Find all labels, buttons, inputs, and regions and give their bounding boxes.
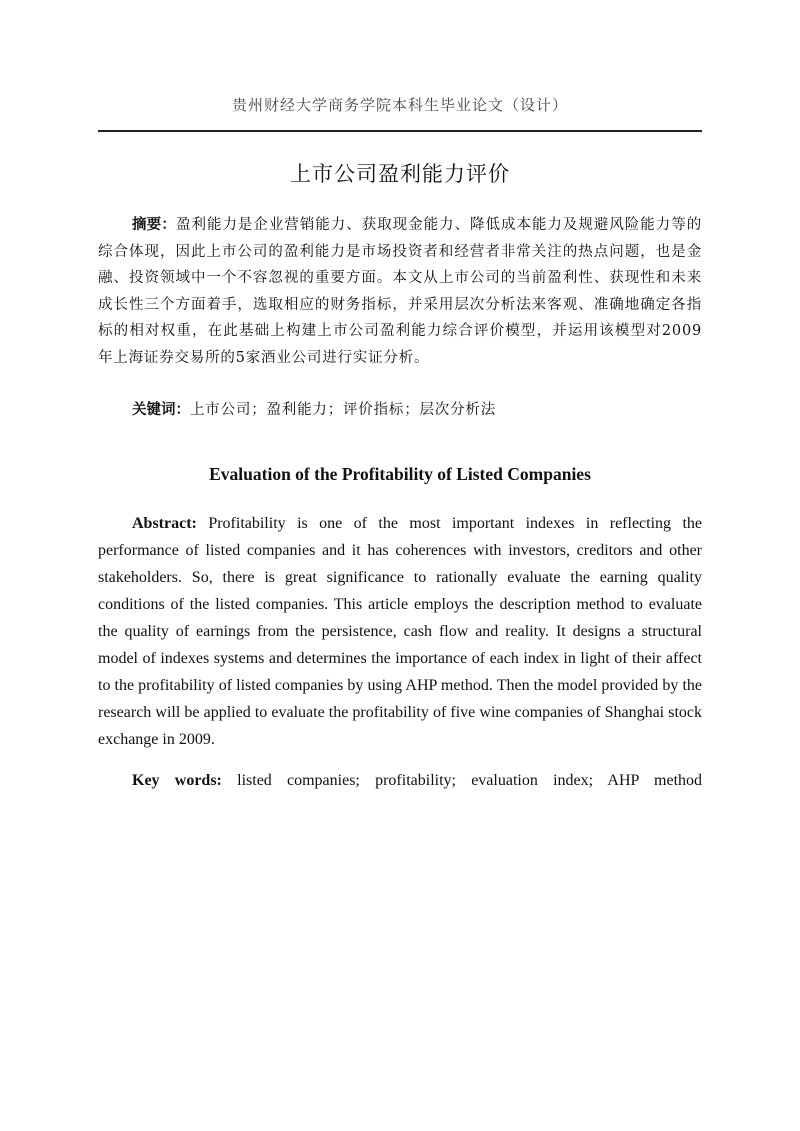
english-title: Evaluation of the Profitability of Listed Companies [209, 464, 591, 484]
english-keywords [132, 772, 702, 790]
chinese-keywords-text: 上市公司；盈利能力；评价指标；层次分析法 [190, 402, 496, 418]
chinese-abstract-text: 盈利能力是企业营销能力、获取现金能力、降低成本能力及规避风险能力等的综合体现，因此上市公司的盈利能力是市场投资者和经营者非常关注的热点问题，也是金融、投资领域中一个不容忽视的重要方面。本文从上市公司的当前盈利性、获现性和未来成长性三个方面着手，选取相应的财务指标，并采用层次分析法来客观、准确地确定各指标的相对权重，在此基础上构建上市公司盈利能力综合评价模型，并运用该模型对2009年上海证券交易所的5家酒业公司进行实证分析。 [98, 217, 702, 366]
chinese-title: 上市公司盈利能力评价 [290, 162, 510, 186]
chinese-keywords-label: 关键词： [132, 402, 190, 418]
chinese-keywords [132, 398, 702, 419]
header-rule [98, 130, 702, 132]
english-abstract-label: Abstract: [132, 515, 197, 532]
english-keywords-label: Key words: [132, 772, 222, 789]
chinese-abstract-label: 摘要： [132, 217, 177, 233]
english-abstract [98, 510, 702, 753]
english-keywords-text: listed companies; profitability; evaluation index; AHP method [237, 772, 703, 789]
running-header: 贵州财经大学商务学院本科生毕业论文（设计） [231, 96, 568, 114]
english-abstract-text: Profitability is one of the most important indexes in reflecting the performance of listed companies and it has coherences with investors, creditors and other stakeholders. So, there is great significance to rationally evaluate the earning quality conditions of the listed companies. This article employs the description method to evaluate the quality of earnings from the persistence, cash flow and reality. It designs a structural model of indexes systems and determines the importance of each index in light of their affect to the profitability of listed companies by using AHP method. Then the model provided by the research will be applied to evaluate the profitability of five wine companies of Shanghai stock exchange in 2009. [98, 515, 703, 748]
chinese-abstract [98, 212, 702, 371]
